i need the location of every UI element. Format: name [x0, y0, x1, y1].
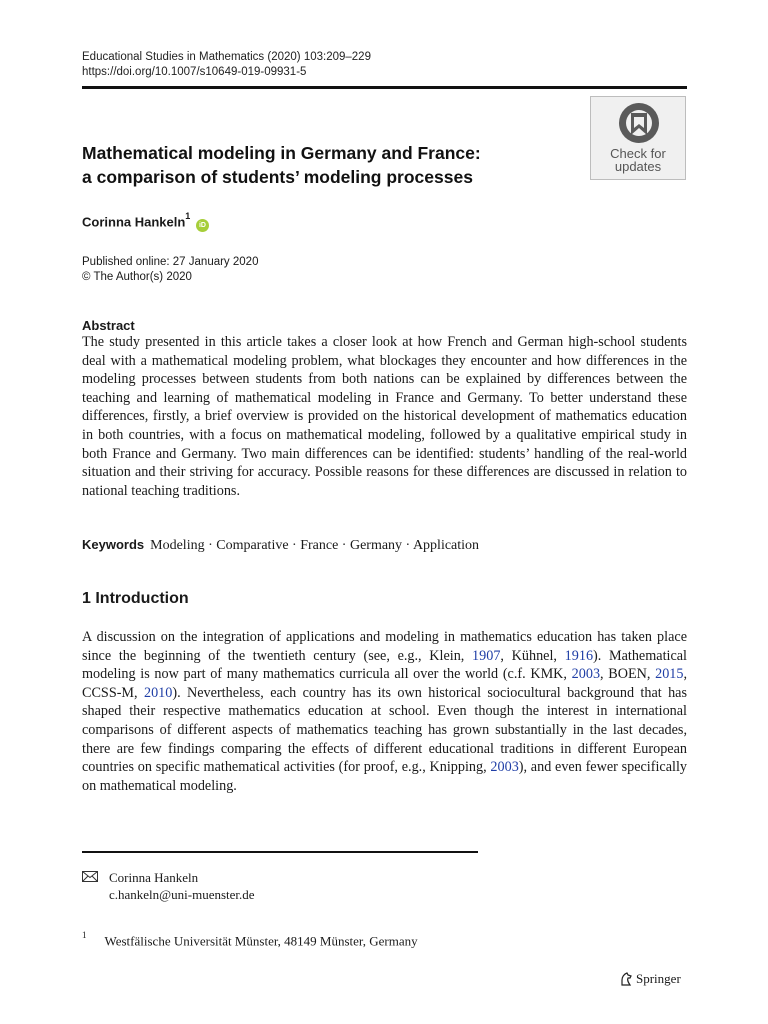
author-name[interactable]: Corinna Hankeln — [82, 214, 186, 230]
citation-link[interactable]: 1907 — [472, 647, 501, 664]
citation-link[interactable]: 2015 — [655, 666, 684, 683]
doi-link[interactable]: https://doi.org/10.1007/s10649-019-09931-5 — [82, 66, 307, 78]
intro-text: , CCSS-M, — [82, 666, 688, 701]
crossmark-line1: Check for — [610, 146, 666, 161]
affiliation — [82, 932, 418, 949]
affiliation-number: 1 — [82, 930, 87, 940]
keywords — [82, 537, 479, 554]
citation-link[interactable]: 1916 — [564, 647, 594, 664]
keywords-list: Modeling · Comparative · France · Germany · Application — [150, 538, 480, 553]
author-line — [82, 213, 209, 232]
corresponding-email[interactable]: c.hankeln@uni-muenster.de — [109, 887, 255, 902]
check-for-updates-badge[interactable] — [590, 96, 686, 180]
orcid-icon[interactable]: iD — [196, 219, 209, 232]
crossmark-line2: updates — [614, 159, 662, 174]
intro-text: ), and even fewer specifically on mathematical modeling. — [82, 759, 687, 794]
journal-header — [82, 50, 371, 80]
envelope-icon — [82, 871, 98, 882]
citation-link[interactable]: 2003 — [490, 759, 519, 776]
published-online: Published online: 27 January 2020 — [82, 256, 259, 268]
citation-link[interactable]: 2003 — [571, 666, 601, 683]
intro-text: ). Mathematical modeling is now part of many mathematics curricula all over the world (c.f. KMK, — [82, 647, 687, 683]
keywords-label: Keywords — [82, 537, 145, 552]
publisher-logo — [619, 971, 681, 987]
intro-text: A discussion on the integration of applications and modeling in mathematics education has taken place since the beginning of the twentieth century (see, e.g., Klein, — [82, 629, 687, 664]
author-affil-sup: 1 — [185, 211, 191, 221]
abstract-heading: Abstract — [82, 318, 135, 333]
intro-text: , BOEN, — [600, 666, 656, 683]
abstract-text: The study presented in this article takes a closer look at how French and German high-school students deal with a mathematical modeling problem, what blockages they encounter and how differences in the modeling processes between students from both nations can be explained by differences between the teaching and learning of mathematical modeling in France and Germany. To better understand these differences, firstly, a brief overview is provided on the historical development of mathematics education in both countries, with a focus on mathematical modeling, followed by a qualitative empirical study in both France and Germany. Two main differences can be identified: students’ handling of the real-world situation and their striving for accuracy. Possible reasons for these differences are discussed in relation to national teaching traditions. — [82, 334, 687, 499]
citation-link[interactable]: 2010 — [143, 684, 173, 701]
intro-text: , Kühnel, — [500, 647, 565, 664]
publication-info — [82, 255, 258, 285]
publisher-name: Springer — [636, 971, 681, 986]
journal-citation: Educational Studies in Mathematics (2020) 103:209–229 — [82, 51, 371, 63]
section-heading: 1 Introduction — [82, 590, 189, 607]
crossmark-icon — [617, 101, 661, 145]
copyright: © The Author(s) 2020 — [82, 271, 192, 283]
affiliation-text: Westfälische Universität Münster, 48149 Münster, Germany — [104, 933, 418, 949]
corresponding-name: Corinna Hankeln — [109, 870, 199, 885]
article-title — [82, 141, 572, 189]
intro-text: ). Nevertheless, each country has its own historical sociocultural background that has shaped their respective mathematics education at school. Even though the interest in international comparisons of different aspects of mathematics teaching has grown substantially in the last decades, there are few findings comparing the effects of different educational traditions in different European countries on specific mathematical activities (for proof, e.g., Knipping, — [82, 684, 687, 776]
title-line-2: a comparison of students’ modeling processes — [82, 167, 473, 187]
title-line-1: Mathematical modeling in Germany and France: — [82, 143, 481, 163]
footnote-rule — [82, 851, 478, 853]
springer-horse-icon — [619, 972, 633, 986]
introduction-paragraph — [82, 628, 687, 795]
header-rule — [82, 86, 687, 89]
